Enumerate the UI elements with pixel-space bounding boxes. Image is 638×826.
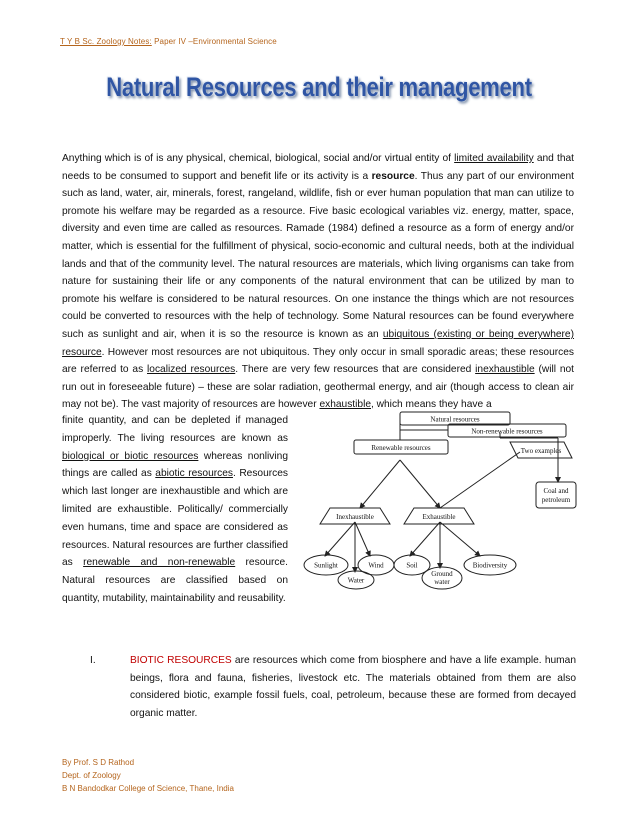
text-run: . Thus any part of our environment such as land, water, air, minerals, forest, rangeland, wildlife, fish or ever human population that man can utilize to promote his welfare may be regarded as a resource. Five basic ecological variables viz. energy, matter, space, diversity and even time are called as resources. Ramade (1984) defined a resource as a form of energy and/or matter, which is essential for the fulfillment of physical, socio-economic and cultural needs, both at the individual lands and that of the community level. The natural resources are materials, which living organisms can take from nature for sustaining their life or any components of the natural environment that can be utilized by man to promote his welfare is considered to be natural resources. On one instance the things which are not resources could be converted to resources with the help of technology. Some Natural resources can be found everywhere such as sunlight and air, when it is so the resource is known as an [62,170,574,340]
term-inexhaustible: inexhaustible [475,364,535,376]
author-name: By Prof. S D Rathod [62,758,135,767]
text-run: whereas nonliving things are called as [62,450,288,480]
text-run: and that needs to be consumed to support and benefit life or its activity is a [62,153,574,182]
text-run: (will not run out in foreseeable future) – these are solar radiation, geothermal energy, and air (though access to clean air may not be). The vast majority of resources are however [62,364,575,411]
term-biotic: biological or biotic resources [62,450,199,462]
wrapped-paragraph [62,412,288,608]
list-number: I. [90,655,96,666]
department: Dept. of Zoology [62,771,121,780]
header-paper: Paper IV –Environmental Science [151,37,277,46]
college: B N Bandodkar College of Science, Thane, India [62,784,234,793]
connector [325,522,355,556]
term-localized: localized resources [147,364,236,376]
label-natural: Natural resources [430,415,480,424]
label-nonrenewable: Non-renewable resources [471,427,543,436]
label-water: Water [347,576,365,585]
intro-paragraph [62,150,574,414]
label-soil: Soil [406,561,418,570]
term-ubiquitous: ubiquitous (existing or being everywhere) resource [62,328,574,358]
label-ground: Ground [431,570,453,578]
label-inexhaustible: Inexhaustible [336,513,374,521]
label-sunlight: Sunlight [314,561,338,570]
connector [355,522,370,556]
label-biodiversity: Biodiversity [472,561,508,570]
page-footer [62,756,234,795]
text-run: are resources which come from biosphere and have a life example. human beings, flora and fauna, fisheries, livestock etc. The materials obtained from them are also considered biotic, example fossil fuels, coal, petroleum, because these are formed from decayed organic matter. [130,655,576,719]
connector [360,460,400,508]
text-run: , which means they have a [371,399,492,411]
label-exhaustible: Exhaustible [422,513,456,521]
text-run: Anything which is of is any physical, chemical, biological, social and/or virtual entity of [62,153,455,164]
term-exhaustible: exhaustible [319,399,371,411]
resources-flowchart [300,382,580,592]
text-run: resource. Natural resources are classified based on quantity, mutability, maintainability and reusability. [62,557,289,604]
text-run: . Resources which last longer are inexhaustible and which are limited are exhaustible. Politically/ commercially even humans, time and space are considered as resources. Natural resources are further classified as [62,468,289,569]
label-wind: Wind [368,561,384,570]
connector [400,460,440,508]
term-abiotic: abiotic resources [155,468,233,480]
running-header [60,37,277,46]
connector [440,452,520,508]
label-coal: Coal and [543,487,569,495]
connector [410,522,440,556]
header-course: T Y B Sc. Zoology Notes: [60,37,152,46]
term-resource: resource [371,170,415,182]
label-groundwater: water [434,578,450,586]
text-run: . However most resources are not ubiquitous. They only occur in small sporadic areas; these resources are referred to as [62,346,574,376]
list-heading: BIOTIC RESOURCES [130,655,232,666]
term-renewable-nonrenewable: renewable and non-renewable [83,557,236,569]
page-title: Natural Resources and their management [106,72,532,102]
connector [440,522,480,556]
label-renewable: Renewable resources [371,444,431,452]
label-two-examples: Two examples [520,447,562,455]
list-item-text [130,652,576,722]
label-petroleum: petroleum [541,496,571,504]
term-limited-availability: limited availability [454,153,534,164]
text-run: finite quantity, and can be depleted if managed improperly. The living resources are known as [62,415,288,444]
text-run: . There are very few resources that are considered [235,364,476,376]
node-coal-petroleum [536,482,576,508]
